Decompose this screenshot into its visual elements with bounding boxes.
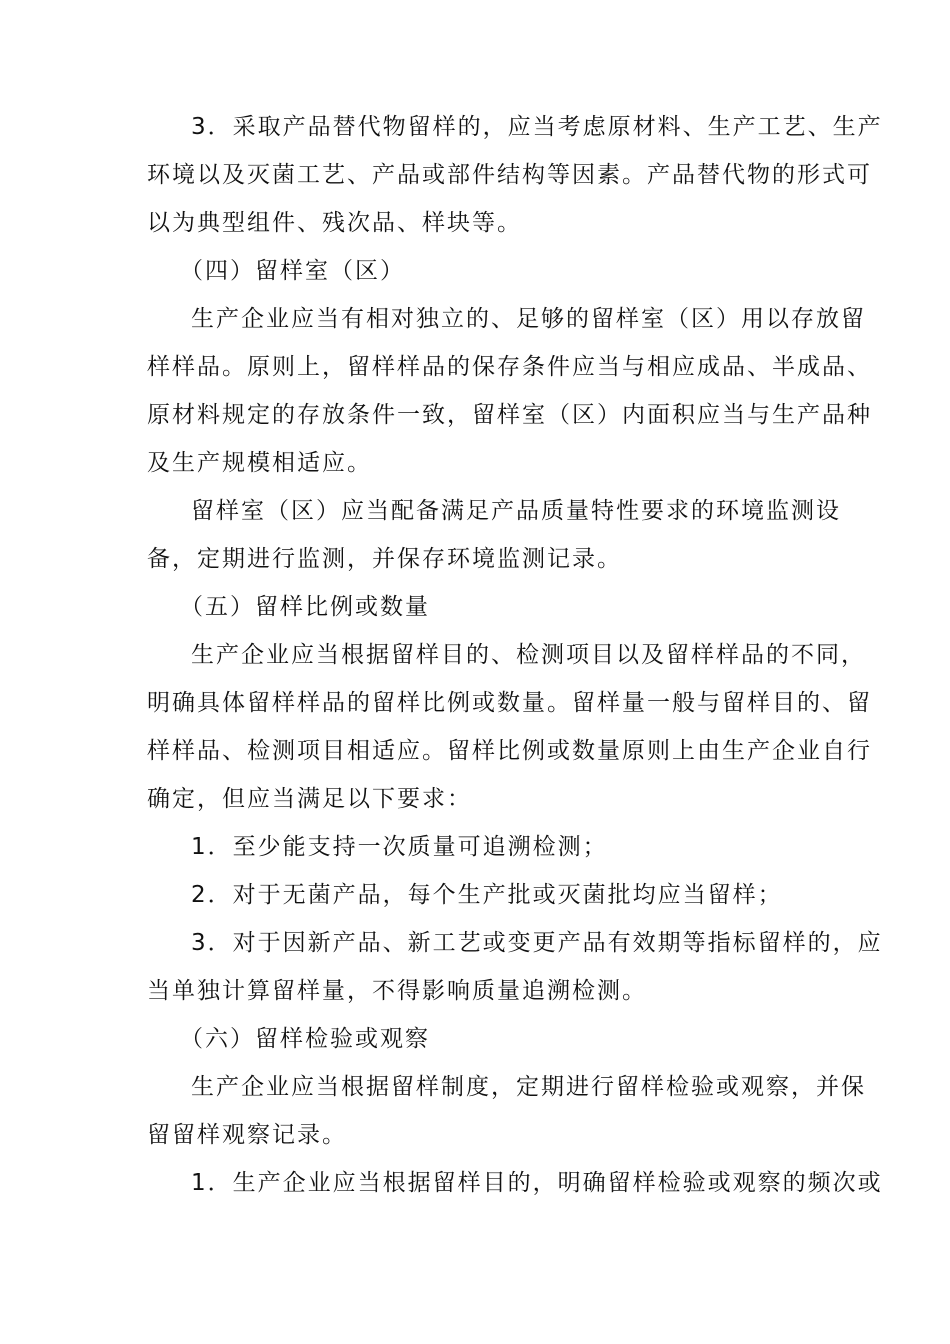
paragraph-line: 当单独计算留样量，不得影响质量追溯检测。 [147,978,647,1004]
paragraph-line: 留留样观察记录。 [147,1122,347,1148]
paragraph-line: 环境以及灭菌工艺、产品或部件结构等因素。产品替代物的形式可 [147,162,872,188]
paragraph-line: 生产企业应当根据留样制度，定期进行留样检验或观察，并保 [191,1074,866,1100]
paragraph-line: 生产企业应当有相对独立的、足够的留样室（区）用以存放留 [191,306,866,332]
paragraph-line: 样样品、检测项目相适应。留样比例或数量原则上由生产企业自行 [147,738,872,764]
paragraph-line: 生产企业应当根据留样目的、检测项目以及留样样品的不同， [191,642,866,668]
paragraph-line: 以为典型组件、残次品、样块等。 [147,210,522,236]
paragraph-line: 明确具体留样样品的留样比例或数量。留样量一般与留样目的、留 [147,690,872,716]
list-item: 1．生产企业应当根据留样目的，明确留样检验或观察的频次或 [191,1170,883,1196]
paragraph-line: 确定，但应当满足以下要求： [147,786,472,812]
paragraph-line: 及生产规模相适应。 [147,450,372,476]
paragraph-line: 3．采取产品替代物留样的，应当考虑原材料、生产工艺、生产 [191,114,883,140]
section-heading: （四）留样室（区） [180,258,405,284]
list-item: 3．对于因新产品、新工艺或变更产品有效期等指标留样的，应 [191,930,883,956]
section-heading: （六）留样检验或观察 [180,1026,430,1052]
paragraph-line: 原材料规定的存放条件一致，留样室（区）内面积应当与生产品种 [147,402,872,428]
paragraph-line: 留样室（区）应当配备满足产品质量特性要求的环境监测设 [191,498,841,524]
paragraph-line: 样样品。原则上，留样样品的保存条件应当与相应成品、半成品、 [147,354,872,380]
section-heading: （五）留样比例或数量 [180,594,430,620]
paragraph-line: 备，定期进行监测，并保存环境监测记录。 [147,546,622,572]
list-item: 1．至少能支持一次质量可追溯检测； [191,834,608,860]
list-item: 2．对于无菌产品，每个生产批或灭菌批均应当留样； [191,882,783,908]
